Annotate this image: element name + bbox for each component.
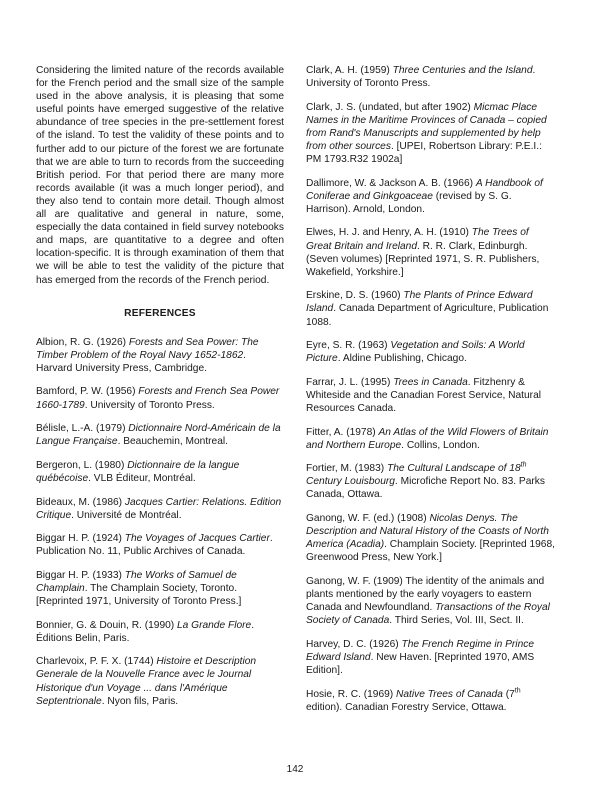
reference-entry — [306, 289, 555, 328]
reference-pre: Elwes, H. J. and Henry, A. H. (1910) — [306, 227, 472, 239]
reference-post: . Éditions Belin, Paris. — [36, 619, 255, 644]
reference-post: . Publication No. 11, Public Archives of Canada. — [36, 533, 273, 558]
reference-post: . Aldine Publishing, Chicago. — [337, 353, 467, 365]
reference-title: Micmac Place Names in the Maritime Provinces of Canada – copied from Rand's Manuscripts and supplemented by help from other sources — [306, 101, 547, 152]
reference-title: The Cultural Landscape of 18 — [386, 463, 521, 475]
references-list-right — [306, 64, 555, 714]
reference-title: Transactions of the Royal Society of Canada — [306, 602, 550, 627]
reference-pre: Hosie, R. C. (1969) — [306, 688, 397, 700]
reference-post: (7 — [502, 688, 515, 700]
reference-title: Three Centuries and the Island — [392, 65, 533, 76]
reference-title: A Handbook of Coniferae and Ginkgoaceae — [306, 177, 543, 202]
page-number: 142 — [286, 764, 304, 775]
reference-entry — [306, 376, 555, 415]
reference-post: . University of Toronto Press. — [84, 399, 215, 411]
reference-title: Vegetation and Soils: A World Picture — [306, 340, 525, 365]
reference-title: Jacques Cartier: Relations. Edition Critique — [36, 496, 282, 521]
reference-sup2: th — [514, 687, 521, 695]
reference-pre: Erskine, D. S. (1960) — [306, 290, 404, 302]
reference-pre: Clark, J. S. (undated, but after 1902) — [306, 101, 474, 113]
reference-title: Histoire et Description Generale de la Nouvelle France avec le Journal Historique d'un Voyage ... dans l'Amérique Septentrionale — [36, 656, 257, 707]
reference-title: The Trees of Great Britain and Ireland — [306, 227, 529, 252]
reference-pre: Dallimore, W. & Jackson A. B. (1966) — [306, 177, 476, 189]
references-heading: REFERENCES — [124, 307, 196, 319]
reference-entry — [306, 462, 555, 501]
reference-title: Dictionnaire Nord-Américain de la Langue Française — [36, 423, 281, 448]
reference-post: . Third Series, Vol. III, Sect. II. — [389, 615, 524, 627]
reference-title: Forests and Sea Power: The Timber Problem of the Royal Navy 1652-1862 — [36, 336, 259, 361]
reference-title: The Plants of Prince Edward Island — [306, 290, 533, 315]
reference-post: . Beauchemin, Montreal. — [117, 436, 228, 448]
reference-pre: Clark, A. H. (1959) — [306, 65, 393, 76]
reference-pre: Charlevoix, P. F. X. (1744) — [36, 656, 157, 668]
reference-pre: Bergeron, L. (1980) — [36, 459, 128, 471]
reference-post: . Nyon fils, Paris. — [101, 695, 179, 707]
reference-post: . New Haven. [Reprinted 1970, AMS Edition]. — [306, 651, 535, 676]
left-column — [36, 64, 284, 718]
reference-title: La Grande Flore — [177, 619, 252, 631]
reference-title: The French Regime in Prince Edward Island — [306, 638, 534, 663]
reference-post: . Canada Department of Agriculture, Publication 1088. — [306, 303, 549, 328]
reference-entry — [36, 422, 284, 448]
reference-entry — [36, 459, 284, 485]
reference-pre: Bélisle, L.-A. (1979) — [36, 423, 129, 435]
reference-entry — [36, 655, 284, 707]
reference-entry — [306, 575, 555, 627]
reference-pre: Bonnier, G. & Douin, R. (1990) — [36, 619, 177, 631]
reference-post: . R. R. Clark, Edinburgh. (Seven volumes) [Reprinted 1971, S. R. Publishers, Wakefield, Yorkshire.] — [306, 240, 540, 278]
reference-title: Forests and French Sea Power 1660-1789 — [36, 386, 280, 411]
reference-title2: Century Louisbourg — [306, 476, 395, 488]
reference-entry — [36, 336, 284, 375]
reference-post: . Fitzhenry & Whiteside and the Canadian Forest Service, Natural Resources Canada. — [306, 376, 541, 414]
reference-post: . Harvard University Press, Cambridge. — [36, 349, 247, 374]
reference-entry — [306, 177, 555, 216]
reference-pre: Bideaux, M. (1986) — [36, 496, 125, 508]
reference-sup: th — [520, 461, 527, 469]
reference-pre: Ganong, W. F. (ed.) (1908) — [306, 513, 430, 525]
reference-entry — [306, 638, 555, 677]
reference-entry — [36, 385, 284, 411]
reference-entry — [306, 426, 555, 452]
reference-pre: Fitter, A. (1978) — [306, 426, 379, 438]
reference-post2: edition). Canadian Forestry Service, Ottawa. — [306, 701, 507, 713]
reference-pre: Eyre, S. R. (1963) — [306, 340, 391, 352]
reference-entry — [36, 569, 284, 608]
reference-entry — [306, 226, 555, 278]
reference-pre: Farrar, J. L. (1995) — [306, 376, 394, 388]
reference-title: Trees in Canada — [393, 376, 468, 388]
reference-post: . VLB Éditeur, Montréal. — [88, 472, 196, 484]
reference-pre: Bamford, P. W. (1956) — [36, 386, 139, 398]
reference-pre: Biggar H. P. (1924) — [36, 533, 125, 545]
reference-pre: Albion, R. G. (1926) — [36, 336, 129, 348]
reference-pre: Biggar H. P. (1933) — [36, 569, 125, 581]
reference-post: . Champlain Society. [Reprinted 1968, Greenwood Press, New York.] — [306, 539, 555, 564]
reference-title: The Voyages of Jacques Cartier — [124, 533, 270, 545]
reference-title: An Atlas of the Wild Flowers of Britain and Northern Europe — [306, 426, 549, 451]
right-column — [306, 64, 555, 724]
reference-title: Nicolas Denys. The Description and Natural History of the Coasts of North America (Acadia) — [306, 513, 549, 551]
reference-title: Dictionnaire de la langue québécoise — [36, 459, 240, 484]
reference-post: . [UPEI, Robertson Library: P.E.I.: PM 1793.R32 1902a] — [306, 140, 542, 166]
reference-entry — [36, 532, 284, 558]
reference-post: . Microfiche Report No. 83. Parks Canada, Ottawa. — [306, 476, 545, 501]
reference-pre: Ganong, W. F. (1909) The identity of the animals and plants mentioned by the early voyagers to eastern Canada and Newfoundland. — [306, 575, 545, 614]
reference-entry — [306, 512, 555, 564]
reference-entry — [36, 496, 284, 522]
references-list-left — [36, 336, 284, 708]
reference-post: . Collins, London. — [401, 439, 480, 451]
reference-post: . University of Toronto Press. — [306, 65, 536, 90]
reference-pre: Fortier, M. (1983) — [306, 463, 387, 475]
reference-post: (revised by S. G. Harrison). Arnold, London. — [306, 190, 512, 215]
reference-entry — [36, 619, 284, 645]
reference-title: The Works of Samuel de Champlain — [36, 569, 237, 594]
reference-post: . Université de Montréal. — [71, 509, 182, 521]
body-paragraph: Considering the limited nature of the records available for the French period and the small size of the sample used in the above analysis, it is pleasing that some useful points have emerged suggestive of the relative abundance of tree species in the pre-settlement forest of the island. To test the validity of these points and to further add to our picture of the forest we are fortunate that we are able to turn to records from the succeeding British period. For that period there are many more records available (it was a much longer period), and they also tend to contain more detail. Though almost all are qualitative and general in nature, some, especially the data contained in field survey notebooks and maps, are quantitative to a degree and often location-specific. It is through examination of them that we will be able to test the validity of the picture that has emerged from the records of the French period. — [36, 65, 284, 286]
reference-entry — [306, 64, 555, 90]
reference-entry — [306, 101, 555, 166]
reference-post: . The Champlain Society, Toronto. [Reprinted 1971, University of Toronto Press.] — [36, 583, 242, 608]
reference-title: Native Trees of Canada — [396, 688, 503, 700]
reference-pre: Harvey, D. C. (1926) — [306, 638, 402, 650]
reference-entry — [306, 688, 555, 714]
reference-entry — [306, 339, 555, 365]
